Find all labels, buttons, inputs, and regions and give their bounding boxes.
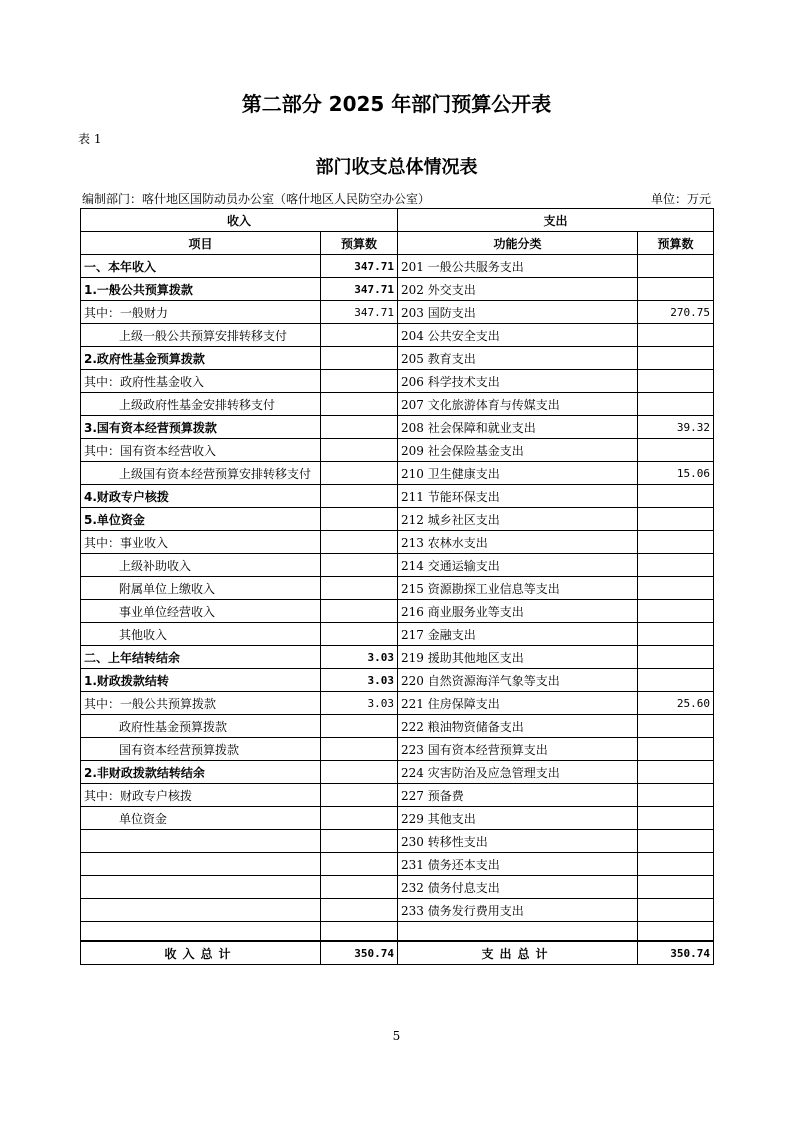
- expense-item-cell: 204 公共安全支出: [398, 324, 638, 347]
- table-row: [81, 899, 714, 922]
- table-row: [81, 876, 714, 899]
- income-item-cell: 其中：国有资本经营收入: [81, 439, 321, 462]
- income-item-cell: 其中：政府性基金收入: [81, 370, 321, 393]
- income-item-cell: 1.一般公共预算拨款: [81, 278, 321, 301]
- income-item-cell: 附属单位上缴收入: [81, 577, 321, 600]
- income-amount-cell: [321, 784, 398, 807]
- income-item-cell: 单位资金: [81, 807, 321, 830]
- totals-row: [81, 941, 714, 965]
- blank-row: [81, 922, 714, 942]
- expense-amount-cell: 15.06: [638, 462, 714, 485]
- income-amount-cell: [321, 531, 398, 554]
- table-row: [81, 324, 714, 347]
- table-row: [81, 416, 714, 439]
- income-item-cell: 国有资本经营预算拨款: [81, 738, 321, 761]
- expense-item-cell: 207 文化旅游体育与传媒支出: [398, 393, 638, 416]
- expense-amount-cell: [638, 807, 714, 830]
- expense-amount-cell: [638, 853, 714, 876]
- unit-label: 单位：万元: [651, 192, 712, 206]
- expense-item-cell: 232 债务付息支出: [398, 876, 638, 899]
- income-amount-cell: [321, 577, 398, 600]
- expense-item-cell: 229 其他支出: [398, 807, 638, 830]
- column-header-row: [81, 232, 714, 255]
- expense-amount-cell: 270.75: [638, 301, 714, 324]
- expense-amount-cell: [638, 370, 714, 393]
- expense-amount-cell: 25.60: [638, 692, 714, 715]
- table-row: [81, 485, 714, 508]
- expense-item-cell: 231 债务还本支出: [398, 853, 638, 876]
- expense-amount-cell: [638, 600, 714, 623]
- expense-item-cell: 212 城乡社区支出: [398, 508, 638, 531]
- income-amount-cell: [321, 554, 398, 577]
- income-amount-cell: [321, 324, 398, 347]
- expense-item-cell: 230 转移性支出: [398, 830, 638, 853]
- income-item-cell: 其中：一般财力: [81, 301, 321, 324]
- table-row: [81, 669, 714, 692]
- table-row: [81, 347, 714, 370]
- department-label: 编制部门：喀什地区国防动员办公室（喀什地区人民防空办公室）: [82, 192, 431, 206]
- income-item-cell: 政府性基金预算拨款: [81, 715, 321, 738]
- income-amount-cell: [321, 485, 398, 508]
- expense-item-cell: 217 金融支出: [398, 623, 638, 646]
- table-row: [81, 830, 714, 853]
- expense-item-cell: 223 国有资本经营预算支出: [398, 738, 638, 761]
- expense-total-value: 350.74: [638, 941, 714, 965]
- expense-item-cell: 220 自然资源海洋气象等支出: [398, 669, 638, 692]
- expense-item-cell: 208 社会保障和就业支出: [398, 416, 638, 439]
- expense-amount-cell: [638, 324, 714, 347]
- table-row: [81, 761, 714, 784]
- income-amount-cell: 3.03: [321, 692, 398, 715]
- expense-item-cell: 221 住房保障支出: [398, 692, 638, 715]
- blank-cell: [81, 922, 321, 942]
- table-row: [81, 531, 714, 554]
- income-item-cell: 5.单位资金: [81, 508, 321, 531]
- expense-amount-cell: [638, 899, 714, 922]
- income-item-cell: 上级政府性基金安排转移支付: [81, 393, 321, 416]
- expense-amount-column-header: 预算数: [638, 232, 714, 255]
- expense-amount-cell: [638, 830, 714, 853]
- function-category-column-header: 功能分类: [398, 232, 638, 255]
- table-row: [81, 370, 714, 393]
- expense-amount-cell: [638, 255, 714, 278]
- table-row: [81, 807, 714, 830]
- table-row: [81, 623, 714, 646]
- expense-amount-cell: [638, 761, 714, 784]
- expense-item-cell: 205 教育支出: [398, 347, 638, 370]
- income-amount-cell: [321, 393, 398, 416]
- table-row: [81, 715, 714, 738]
- expense-amount-cell: [638, 531, 714, 554]
- income-amount-cell: [321, 370, 398, 393]
- page-number: 5: [392, 1029, 401, 1043]
- table-row: [81, 577, 714, 600]
- table-row: [81, 784, 714, 807]
- expense-amount-cell: [638, 577, 714, 600]
- expense-amount-cell: 39.32: [638, 416, 714, 439]
- expense-item-cell: 227 预备费: [398, 784, 638, 807]
- income-item-cell: 事业单位经营收入: [81, 600, 321, 623]
- income-amount-cell: 347.71: [321, 278, 398, 301]
- expense-item-cell: 222 粮油物资储备支出: [398, 715, 638, 738]
- income-section-header: 收入: [81, 209, 398, 232]
- table-row: [81, 554, 714, 577]
- table-row: [81, 278, 714, 301]
- main-title: 第二部分 2025 年部门预算公开表: [241, 92, 552, 116]
- table-row: [81, 462, 714, 485]
- income-item-cell: 一、本年收入: [81, 255, 321, 278]
- expense-item-cell: 214 交通运输支出: [398, 554, 638, 577]
- income-total-value: 350.74: [321, 941, 398, 965]
- income-amount-cell: [321, 462, 398, 485]
- expense-amount-cell: [638, 508, 714, 531]
- expense-amount-cell: [638, 715, 714, 738]
- table-title: 部门收支总体情况表: [315, 157, 478, 178]
- income-item-cell: 2.政府性基金预算拨款: [81, 347, 321, 370]
- expense-amount-cell: [638, 554, 714, 577]
- income-amount-cell: [321, 853, 398, 876]
- expense-item-cell: 233 债务发行费用支出: [398, 899, 638, 922]
- income-amount-cell: [321, 715, 398, 738]
- expense-amount-cell: [638, 623, 714, 646]
- table-row: [81, 255, 714, 278]
- income-item-cell: 其中：事业收入: [81, 531, 321, 554]
- blank-cell: [321, 922, 398, 942]
- expense-item-cell: 211 节能环保支出: [398, 485, 638, 508]
- income-item-cell: [81, 830, 321, 853]
- expense-amount-cell: [638, 439, 714, 462]
- expense-amount-cell: [638, 347, 714, 370]
- income-amount-cell: [321, 623, 398, 646]
- table-row: [81, 646, 714, 669]
- income-amount-column-header: 预算数: [321, 232, 398, 255]
- income-amount-cell: [321, 347, 398, 370]
- income-item-cell: 4.财政专户核拨: [81, 485, 321, 508]
- blank-cell: [398, 922, 638, 942]
- income-amount-cell: [321, 508, 398, 531]
- income-item-cell: 上级国有资本经营预算安排转移支付: [81, 462, 321, 485]
- income-amount-cell: [321, 761, 398, 784]
- income-amount-cell: [321, 899, 398, 922]
- income-item-cell: 2.非财政拨款结转结余: [81, 761, 321, 784]
- table-row: [81, 692, 714, 715]
- income-item-cell: 二、上年结转结余: [81, 646, 321, 669]
- expense-item-cell: 209 社会保险基金支出: [398, 439, 638, 462]
- income-total-label: 收入总计: [81, 941, 321, 965]
- table-row: [81, 738, 714, 761]
- table-row: [81, 439, 714, 462]
- income-item-cell: 上级一般公共预算安排转移支付: [81, 324, 321, 347]
- income-item-cell: 1.财政拨款结转: [81, 669, 321, 692]
- expense-section-header: 支出: [398, 209, 714, 232]
- table-row: [81, 301, 714, 324]
- income-amount-cell: [321, 807, 398, 830]
- table-row: [81, 600, 714, 623]
- income-amount-cell: 3.03: [321, 669, 398, 692]
- income-amount-cell: 347.71: [321, 255, 398, 278]
- income-item-cell: [81, 853, 321, 876]
- income-item-cell: 其中：一般公共预算拨款: [81, 692, 321, 715]
- income-item-cell: [81, 876, 321, 899]
- income-amount-cell: [321, 738, 398, 761]
- expense-item-cell: 201 一般公共服务支出: [398, 255, 638, 278]
- income-amount-cell: 3.03: [321, 646, 398, 669]
- expense-amount-cell: [638, 784, 714, 807]
- income-item-cell: [81, 899, 321, 922]
- income-amount-cell: [321, 876, 398, 899]
- expense-amount-cell: [638, 738, 714, 761]
- table-row: [81, 393, 714, 416]
- expense-amount-cell: [638, 485, 714, 508]
- blank-cell: [638, 922, 714, 942]
- expense-amount-cell: [638, 278, 714, 301]
- income-item-cell: 3.国有资本经营预算拨款: [81, 416, 321, 439]
- table-row: [81, 508, 714, 531]
- expense-item-cell: 202 外交支出: [398, 278, 638, 301]
- expense-item-cell: 213 农林水支出: [398, 531, 638, 554]
- expense-item-cell: 219 援助其他地区支出: [398, 646, 638, 669]
- table-number: 表 1: [78, 132, 102, 146]
- expense-item-cell: 224 灾害防治及应急管理支出: [398, 761, 638, 784]
- expense-item-cell: 216 商业服务业等支出: [398, 600, 638, 623]
- expense-item-cell: 210 卫生健康支出: [398, 462, 638, 485]
- table-row: [81, 853, 714, 876]
- income-item-cell: 上级补助收入: [81, 554, 321, 577]
- section-header-row: [81, 209, 714, 232]
- expense-item-cell: 203 国防支出: [398, 301, 638, 324]
- expense-total-label: 支出总计: [398, 941, 638, 965]
- expense-item-cell: 206 科学技术支出: [398, 370, 638, 393]
- income-amount-cell: [321, 830, 398, 853]
- income-amount-cell: [321, 416, 398, 439]
- income-amount-cell: 347.71: [321, 301, 398, 324]
- budget-table: [80, 208, 714, 965]
- expense-amount-cell: [638, 646, 714, 669]
- expense-item-cell: 215 资源勘探工业信息等支出: [398, 577, 638, 600]
- item-column-header: 项目: [81, 232, 321, 255]
- expense-amount-cell: [638, 669, 714, 692]
- income-amount-cell: [321, 600, 398, 623]
- income-amount-cell: [321, 439, 398, 462]
- expense-amount-cell: [638, 876, 714, 899]
- expense-amount-cell: [638, 393, 714, 416]
- income-item-cell: 其中：财政专户核拨: [81, 784, 321, 807]
- income-item-cell: 其他收入: [81, 623, 321, 646]
